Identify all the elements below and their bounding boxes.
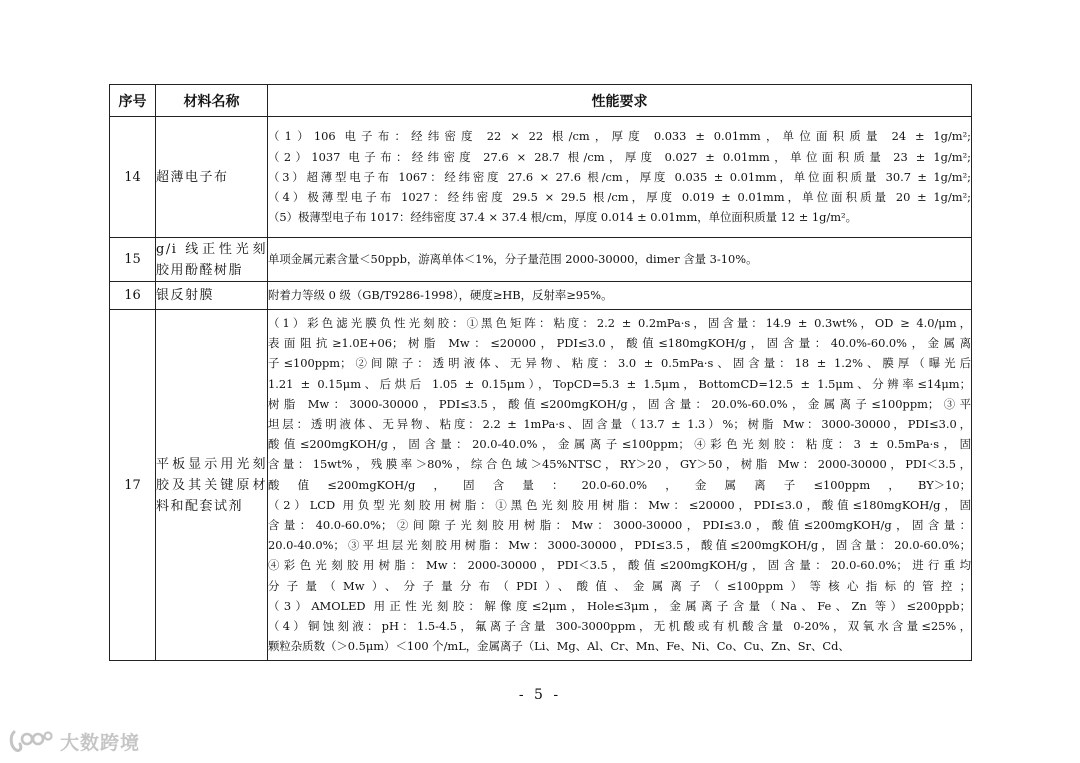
- table-row: [110, 238, 972, 282]
- requirement-line: 表面阻抗≥1.0E+06；树脂 Mw：≤20000，PDI≤3.0，酸值≤180mgKOH/g，固含量：40.0%-60.0%，金属离: [268, 336, 971, 351]
- header-index: 序号: [110, 85, 156, 117]
- requirement-line: 子≤100ppm；②间隙子：透明液体、无异物、粘度：3.0 ± 0.5mPa·s、固含量：18 ± 1.2%、膜厚（曝光后: [268, 356, 971, 371]
- table-header-row: [110, 85, 972, 117]
- requirement-line: （3）超薄型电子布 1067：经纬密度 27.6 × 27.6 根/cm，厚度 0.035 ± 0.01mm，单位面积质量 30.7 ± 1g/m²;: [268, 169, 971, 184]
- row-material-name: 银反射膜: [156, 282, 268, 310]
- row-index: 15: [110, 238, 156, 282]
- row-requirements: [268, 238, 972, 282]
- table-row: [110, 117, 972, 238]
- requirement-line: （4）极薄型电子布 1027：经纬密度 29.5 × 29.5 根/cm，厚度 0.019 ± 0.01mm，单位面积质量 20 ± 1g/m²;: [268, 190, 971, 205]
- requirement-line: 1.21 ± 0.15μm、后烘后 1.05 ± 0.15μm），TopCD=5.3 ± 1.5μm，BottomCD=12.5 ± 1.5μm、分辨率≤14μm；: [268, 376, 971, 391]
- requirement-line: （5）极薄型电子布 1017：经纬密度 37.4 × 37.4 根/cm，厚度 0.014 ± 0.01mm，单位面积质量 12 ± 1g/m²。: [268, 210, 858, 225]
- row-index: 14: [110, 117, 156, 238]
- brand-logo-icon: [8, 728, 54, 754]
- table-row: [110, 282, 972, 310]
- row-material-name: g/i 线正性光刻胶用酚醛树脂: [156, 238, 268, 282]
- spec-table: [109, 84, 972, 661]
- row-requirements: [268, 117, 972, 238]
- page-number: - 5 -: [518, 687, 562, 703]
- requirement-line: 坦层：透明液体、无异物、粘度：2.2 ± 1mPa·s、固含量（13.7 ± 1.3）%；树脂 Mw：3000-30000，PDI≤3.0，: [268, 417, 971, 432]
- requirement-line: 附着力等级 0 级（GB/T9286-1998），硬度≥HB，反射率≥95%。: [268, 288, 613, 303]
- requirement-line: （1）彩色滤光膜负性光刻胶：①黑色矩阵：粘度：2.2 ± 0.2mPa·s，固含量：14.9 ± 0.3wt%，OD ≥ 4.0/μm，: [268, 316, 971, 330]
- requirement-line: 含量：15wt%，残膜率＞80%，综合色域＞45%NTSC，RY＞20，GY＞50，树脂 Mw：2000-30000，PDI＜3.5，: [268, 457, 971, 472]
- requirement-line: 分子量（Mw）、分子量分布（PDI）、酸值、金属离子（≤100ppm）等核心指标的管控；: [268, 578, 971, 593]
- watermark: [8, 725, 140, 757]
- requirement-line: （2）LCD 用负型光刻胶用树脂：①黑色光刻胶用树脂：Mw：≤20000，PDI≤3.0，酸值≤180mgKOH/g，固: [268, 497, 971, 512]
- row-index: 16: [110, 282, 156, 310]
- header-material-name: 材料名称: [156, 85, 268, 117]
- requirement-line: 含量：40.0-60.0%；②间隙子光刻胶用树脂：Mw：3000-30000，PDI≤3.0，酸值≤200mgKOH/g，固含量：: [268, 518, 971, 533]
- requirement-line: （4）铜蚀刻液：pH：1.5-4.5，氟离子含量 300-3000ppm，无机酸或有机酸含量 0-20%，双氧水含量≤25%，: [268, 619, 971, 634]
- watermark-text: 大数跨境: [60, 731, 141, 754]
- row-requirements: [268, 282, 972, 310]
- requirement-line: 单项金属元素含量＜50ppb，游离单体＜1%，分子量范围 2000-30000，dimer 含量 3-10%。: [268, 252, 758, 267]
- requirement-line: 树脂 Mw：3000-30000，PDI≤3.5，酸值≤200mgKOH/g，固含量：20.0%-60.0%，金属离子≤100ppm；③平: [268, 396, 971, 411]
- row-material-name: 平板显示用光刻胶及其关键原材料和配套试剂: [156, 310, 268, 661]
- requirement-line: 酸值≤200mgKOH/g，固含量：20.0-60.0%，金属离子≤100ppm，BY＞10；: [268, 477, 971, 492]
- requirement-line: （1）106 电子布：经纬密度 22 × 22 根/cm，厚度 0.033 ± 0.01mm，单位面积质量 24 ± 1g/m²;: [268, 129, 971, 144]
- requirement-line: （3）AMOLED 用正性光刻胶：解像度≤2μm，Hole≤3μm，金属离子含量（Na、Fe、Zn 等）≤200ppb；: [268, 598, 971, 613]
- header-requirements: 性能要求: [268, 85, 972, 117]
- requirement-line: 颗粒杂质数（＞0.5μm）＜100 个/mL，金属离子（Li、Mg、Al、Cr、Mn、Fe、Ni、Co、Cu、Zn、Sr、Cd、: [268, 639, 850, 654]
- requirement-line: 酸值≤200mgKOH/g，固含量：20.0-40.0%，金属离子≤100ppm；④彩色光刻胶：粘度：3 ± 0.5mPa·s，固: [268, 437, 971, 452]
- requirement-line: ④彩色光刻胶用树脂：Mw：2000-30000，PDI＜3.5，酸值≤200mgKOH/g，固含量：20.0-60.0%；进行重均: [268, 558, 971, 573]
- requirement-line: 20.0-40.0%；③平坦层光刻胶用树脂：Mw：3000-30000，PDI≤3.5，酸值≤200mgKOH/g，固含量：20.0-60.0%；: [268, 538, 971, 553]
- row-requirements: [268, 310, 972, 661]
- requirement-line: （2）1037 电子布：经纬密度 27.6 × 28.7 根/cm，厚度 0.027 ± 0.01mm，单位面积质量 23 ± 1g/m²;: [268, 149, 971, 164]
- table-row: [110, 310, 972, 661]
- row-index: 17: [110, 310, 156, 661]
- row-material-name: 超薄电子布: [156, 117, 268, 238]
